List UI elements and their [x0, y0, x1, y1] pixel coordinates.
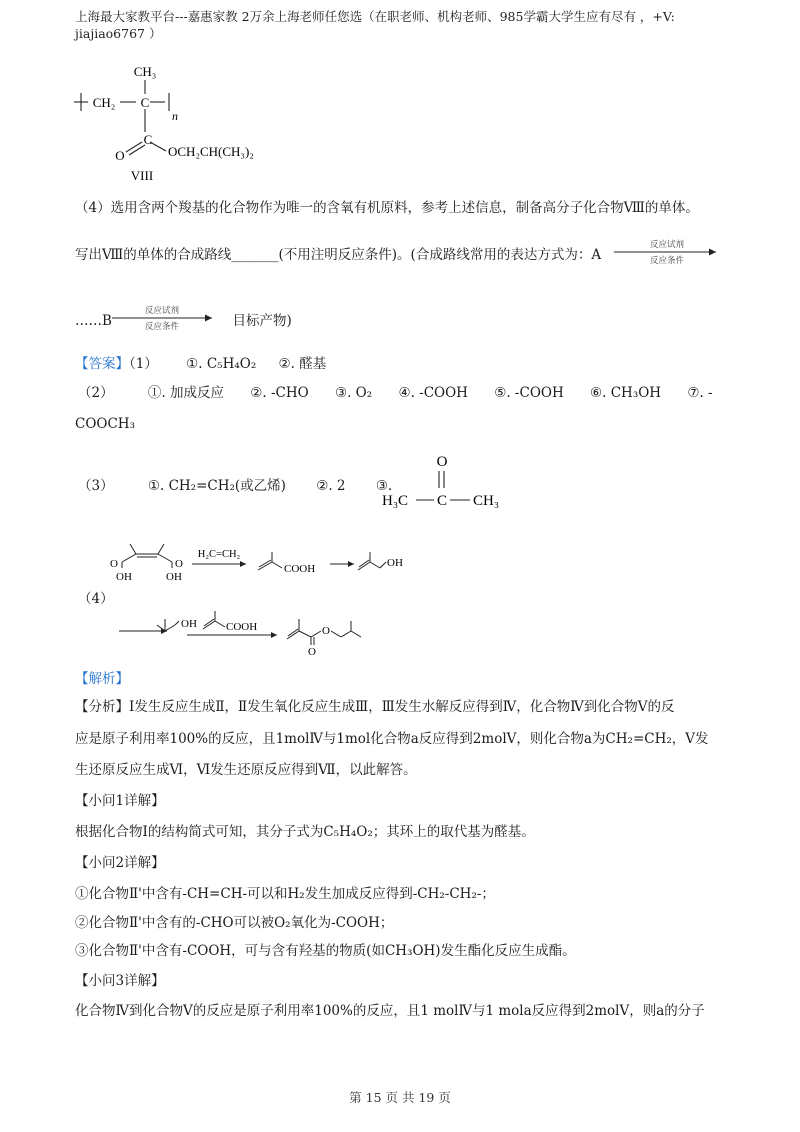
answer-3-b: ②. 2 — [316, 478, 346, 494]
answer-1-number: （1） — [129, 356, 158, 372]
carbonyl-carbon: C — [143, 132, 153, 147]
arrow-head — [205, 315, 212, 322]
answer-2-g: ⑦. - — [687, 385, 713, 401]
cooh-label: COOH — [226, 621, 258, 633]
arrow-condition-label: 反应条件 — [144, 321, 180, 331]
arrow-head — [348, 561, 354, 567]
analysis-line-3: 生还原反应生成Ⅵ，Ⅵ发生还原反应得到Ⅶ，以此解答。 — [75, 762, 417, 778]
bond — [299, 631, 311, 637]
reaction-arrow-1 — [612, 238, 722, 270]
answer-3-a: ①. CH₂=CH₂(或乙烯) — [147, 478, 286, 494]
answer-1-b: ②. 醛基 — [278, 356, 327, 372]
n-subscript: n — [172, 109, 178, 123]
carbonyl-o-right: O — [175, 558, 183, 570]
hydroxyl-label: OH — [387, 557, 403, 569]
acetone-right-methyl: CH₃ — [473, 493, 500, 509]
bond — [158, 554, 172, 562]
q1-title: 【小问1详解】 — [75, 793, 165, 809]
header-line-2: jiajiao6767 ） — [75, 26, 162, 41]
answer-line-3 — [78, 475, 392, 497]
answer-label: 【答案】 — [75, 356, 129, 372]
arrow-reagent-label: 反应试剂 — [144, 305, 180, 315]
q2-title: 【小问2详解】 — [75, 855, 165, 871]
synthesis-route-row-1 — [108, 540, 408, 585]
q3-text: 化合物Ⅳ到化合物Ⅴ的反应是原子利用率100%的反应，且1 molⅣ与1 mola反应得到2molⅤ，则a的分子 — [75, 1003, 705, 1019]
answer-2-number: （2） — [78, 385, 114, 401]
answer-2-b: ②. -CHO — [250, 385, 309, 401]
hydroxyl-label: OH — [181, 618, 197, 630]
acetone-left-methyl: H₃C — [382, 493, 409, 509]
bond — [272, 562, 282, 568]
ester-group: OCH₂CH(CH₃)₂ — [168, 144, 254, 159]
answer-3-c: ③. — [375, 478, 393, 494]
double-bond-2 — [129, 145, 145, 155]
answer-2-f: ⑥. CH₃OH — [590, 385, 662, 401]
answer-4-number: （4） — [78, 591, 114, 607]
answer-line-1 — [75, 353, 326, 375]
answer-line-2-cont: COOCH₃ — [75, 416, 135, 432]
analysis-line-2: 应是原子利用率100%的反应，且1molⅣ与1mol化合物a反应得到2molⅤ，则化合物a为CH₂=CH₂，Ⅴ发 — [75, 731, 709, 747]
answer-3-number: （3） — [78, 478, 114, 494]
synthesis-route-row-2 — [115, 605, 415, 655]
arrow-head — [161, 628, 167, 634]
polymer-viii-structure — [70, 58, 300, 183]
carbonyl-o-left: O — [110, 558, 118, 570]
reaction-arrow-2 — [110, 304, 220, 336]
page-footer: 第 15 页 共 19 页 — [349, 1090, 451, 1105]
question-4-line-2-text: 写出Ⅷ的单体的合成路线_______(不用注明反应条件)。(合成路线常用的表达方式为：A — [75, 247, 602, 263]
fenxi-label: 【分析】 — [75, 699, 129, 715]
question-4-line-3-start: ……B — [75, 313, 112, 329]
acetone-oxygen: O — [436, 454, 448, 470]
bond — [311, 631, 321, 637]
answer-1-a: ①. C₅H₄O₂ — [186, 356, 257, 372]
compound-label: VIII — [130, 168, 154, 183]
analysis-label: 【解析】 — [75, 671, 129, 687]
answer-2-a: ①. 加成反应 — [147, 385, 224, 401]
ethylene-reagent: H₂C=CH₂ — [197, 549, 241, 560]
arrow-head — [240, 561, 246, 567]
answer-2-d: ④. -COOH — [398, 385, 468, 401]
bond — [380, 562, 386, 568]
q2-line-3: ③化合物Ⅱ'中含有-COOH，可与含有羟基的物质(如CH₃OH)发生酯化反应生成酯。 — [75, 943, 576, 959]
bond — [331, 631, 341, 637]
ch2-label: CH₂ — [92, 95, 116, 110]
answer-line-2 — [78, 382, 713, 404]
ch3-label: CH₃ — [133, 64, 157, 79]
arrow-condition-label: 反应条件 — [649, 255, 685, 265]
acetone-structure — [380, 450, 510, 516]
bond — [370, 562, 380, 568]
page-header — [75, 8, 735, 42]
cooh-label: COOH — [284, 563, 316, 575]
header-line-1: 上海最大家教平台---嘉惠家教 2万余上海老师任您选（在职老师、机构老师、985学霸大学生应有尽有 ，+V: — [75, 9, 675, 24]
q3-title: 【小问3详解】 — [75, 973, 165, 989]
q2-line-2: ②化合物Ⅱ'中含有的-CHO可以被O₂氧化为-COOH； — [75, 915, 394, 931]
carbonyl-oxygen: O — [115, 148, 125, 163]
hydroxyl-left: OH — [116, 571, 132, 583]
carbonyl-oxygen: O — [308, 646, 316, 655]
answer-2-c: ③. O₂ — [335, 385, 373, 401]
bond — [215, 621, 225, 627]
question-4-line-2 — [75, 244, 601, 266]
arrow-head — [709, 249, 716, 256]
ester-oxygen: O — [322, 625, 330, 637]
fenxi-text-1: Ⅰ发生反应生成Ⅱ，Ⅱ发生氧化反应生成Ⅲ，Ⅲ发生水解反应得到Ⅳ，化合物Ⅳ到化合物Ⅴ的反 — [129, 699, 675, 715]
methyl-bond — [158, 544, 164, 554]
bond — [122, 554, 136, 562]
carbon-label: C — [140, 95, 150, 110]
arrow-head — [271, 632, 277, 638]
bond — [150, 142, 166, 151]
double-bond-1 — [126, 142, 142, 152]
question-4-line-1: （4）选用含两个羧基的化合物作为唯一的含氧有机原料，参考上述信息，制备高分子化合物Ⅷ的单体。 — [75, 200, 699, 216]
bond — [175, 621, 179, 625]
hydroxyl-right: OH — [166, 571, 182, 583]
bond — [341, 631, 351, 637]
analysis-line-1 — [75, 696, 674, 718]
q2-line-1: ①化合物Ⅱ'中含有-CH=CH-可以和H₂发生加成反应得到-CH₂-CH₂-； — [75, 886, 495, 902]
answer-2-e: ⑤. -COOH — [494, 385, 564, 401]
bond — [351, 631, 361, 637]
methyl-bond — [130, 544, 136, 554]
arrow-reagent-label: 反应试剂 — [649, 239, 685, 249]
q1-text: 根据化合物Ⅰ的结构简式可知，其分子式为C₅H₄O₂；其环上的取代基为醛基。 — [75, 824, 535, 840]
question-4-line-3-end: 目标产物) — [232, 313, 292, 329]
bond — [165, 625, 175, 631]
acetone-carbon: C — [436, 493, 448, 509]
